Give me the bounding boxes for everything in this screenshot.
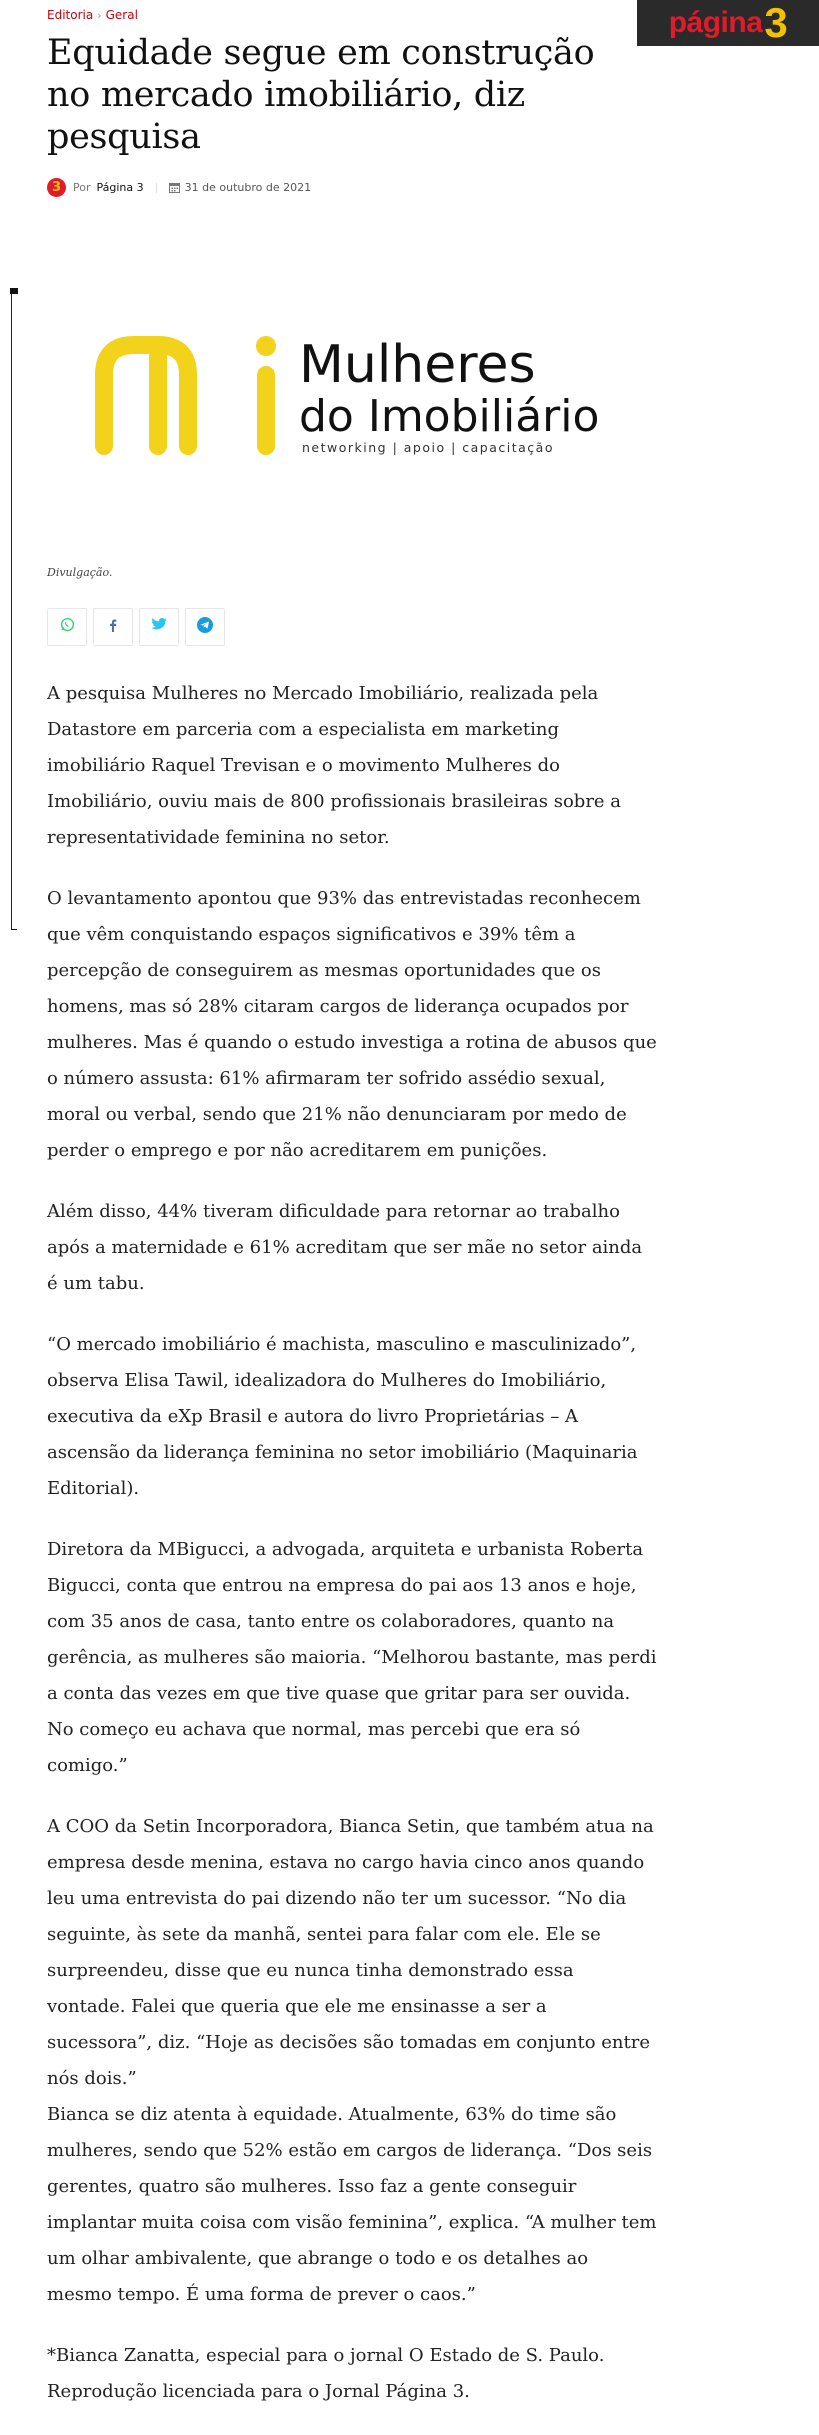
share-facebook-button[interactable]	[93, 608, 133, 646]
author-avatar[interactable]: 3	[47, 178, 66, 197]
logo-word: página	[668, 6, 763, 39]
article-paragraph: Bianca se diz atenta à equidade. Atualmente, 63% do time são mulheres, sendo que 52% estão em cargos de liderança. “Dos seis gerentes, quatro são mulheres. Isso faz a gente conseguir implantar muita coisa com visão feminina”, explica. “A mulher tem um olhar ambivalente, que abrange o todo e os detalhes ao mesmo tempo. É uma forma de prever o caos.”	[47, 2104, 657, 2305]
article-paragraph: A COO da Setin Incorporadora, Bianca Setin, que também atua na empresa desde menina, estava no cargo havia cinco anos quando leu uma entrevista do pai dizendo não ter um sucessor. “No dia seguinte, às sete da manhã, sentei para falar com ele. Ele se surpreendeu, disse que eu nunca tinha demonstrado essa vontade. Falei que queria que ele me ensinasse a ser a sucessora”, diz. “Hoje as decisões são tomadas em conjunto entre nós dois.”	[47, 1816, 654, 2089]
reading-progress-bar	[11, 288, 16, 930]
breadcrumb-section[interactable]: Editoria	[47, 8, 94, 22]
meta-divider	[156, 183, 157, 193]
page-title: Equidade segue em construção no mercado imobiliário, diz pesquisa	[47, 33, 595, 157]
breadcrumb-separator-icon: ›	[97, 9, 102, 22]
share-whatsapp-button[interactable]	[47, 608, 87, 646]
author-name[interactable]: Página 3	[96, 181, 144, 194]
twitter-icon	[151, 618, 167, 636]
article-footnote: *Bianca Zanatta, especial para o jornal O Estado de S. Paulo. Reprodução licenciada para o Jornal Página 3.	[47, 2345, 605, 2402]
site-logo[interactable]	[637, 0, 819, 46]
share-bar	[47, 608, 225, 646]
article-meta	[47, 178, 311, 197]
calendar-icon	[169, 182, 180, 193]
article-body	[47, 676, 657, 2435]
featured-image	[47, 300, 647, 540]
breadcrumb	[47, 8, 138, 22]
telegram-icon	[197, 617, 213, 638]
article-paragraph: A pesquisa Mulheres no Mercado Imobiliário, realizada pela Datastore em parceria com a especialista em marketing imobiliário Raquel Trevisan e o movimento Mulheres do Imobiliário, ouviu mais de 800 profissionais brasileiras sobre a representatividade feminina no setor.	[47, 683, 622, 848]
image-caption: Divulgação.	[47, 566, 113, 579]
facebook-icon	[107, 618, 119, 637]
whatsapp-icon	[60, 617, 75, 637]
publish-date: 31 de outubro de 2021	[184, 181, 312, 194]
breadcrumb-category[interactable]: Geral	[105, 8, 138, 22]
brand-tagline: networking | apoio | capacitação	[302, 440, 554, 455]
mulheres-do-imobiliario-logo	[47, 300, 647, 540]
article-paragraph: Diretora da MBigucci, a advogada, arquiteta e urbanista Roberta Bigucci, conta que entrou na empresa do pai aos 13 anos e hoje, com 35 anos de casa, tanto entre os colaboradores, quanto na gerência, as mulheres são maioria. “Melhorou bastante, mas perdi a conta das vezes em que tive quase que gritar para ser ouvida. No começo eu achava que normal, mas percebi que era só comigo.”	[47, 1539, 657, 1776]
article-paragraph: O levantamento apontou que 93% das entrevistadas reconhecem que vêm conquistando espaços significativos e 39% têm a percepção de conseguirem as mesmas oportunidades que os homens, mas só 28% citaram cargos de liderança ocupados por mulheres. Mas é quando o estudo investiga a rotina de abusos que o número assusta: 61% afirmaram ter sofrido assédio sexual, moral ou verbal, sendo que 21% não denunciaram por medo de perder o emprego e por não acreditarem em punições.	[47, 888, 657, 1161]
brand-line-1: Mulheres	[299, 335, 536, 395]
brand-line-2: do Imobiliário	[299, 391, 600, 442]
by-label: Por	[73, 181, 91, 194]
share-twitter-button[interactable]	[139, 608, 179, 646]
logo-number: 3	[764, 0, 788, 46]
article-paragraph: “O mercado imobiliário é machista, masculino e masculinizado”, observa Elisa Tawil, idealizadora do Mulheres do Imobiliário, executiva da eXp Brasil e autora do livro Proprietárias – A ascensão da liderança feminina no setor imobiliário (Maquinaria Editorial).	[47, 1334, 638, 1499]
share-telegram-button[interactable]	[185, 608, 225, 646]
article-paragraph: Além disso, 44% tiveram dificuldade para retornar ao trabalho após a maternidade e 61% acreditam que ser mãe no setor ainda é um tabu.	[47, 1201, 643, 1294]
